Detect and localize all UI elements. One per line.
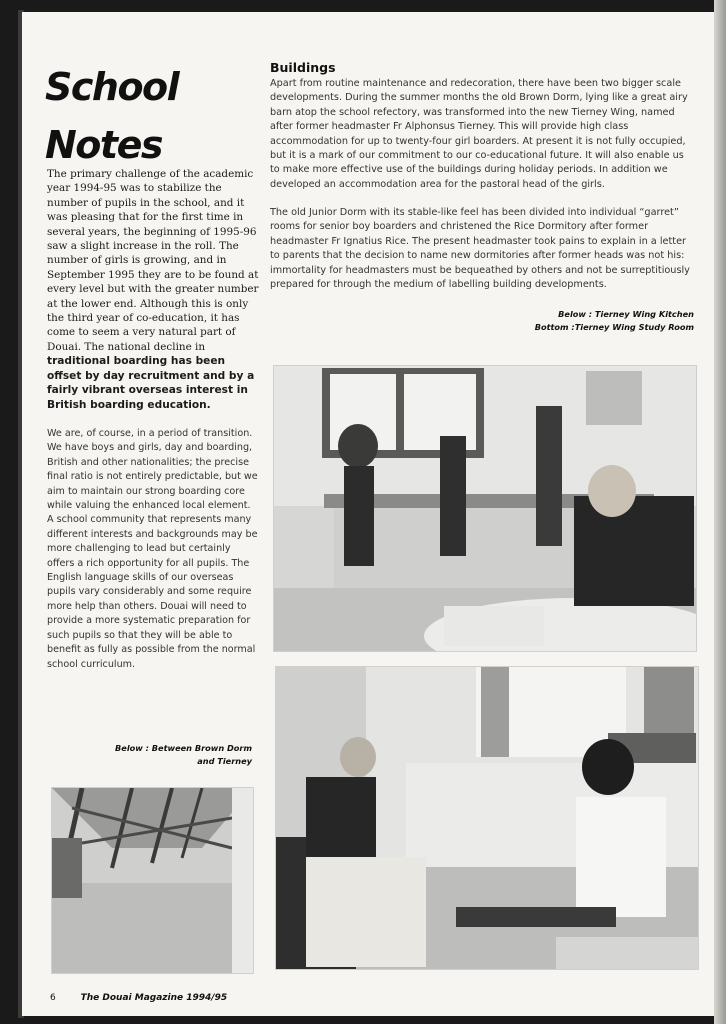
magazine-title: The Douai Magazine 1994/95: [80, 993, 228, 1003]
buildings-paragraph-2: The old Junior Dorm with its stable-like feel has been divided into individual “garret” rooms for senior boy boarders and christened the Rice Dormitory after former headmaster Fr Ignatius Rice. The present headmaster took pains to explain in a letter to parents that the decision to name new dormitories after former heads was not his: immortality for headmasters must be bequeathed by others and not be surreptitiously prepared for through the medium of labelling building developments.: [270, 207, 690, 291]
intro-text: The primary challenge of the academic year 1994-95 was to stabilize the number of pupils in the school, and it was pleasing that for the first time in several years, the beginning of 1995-96 saw a slight increase in the roll. The number of girls is growing, and in September 1995 they are to be found at every level but with the greater number at the lower end. Although this is only the third year of co-education, it has come to seem a very natural part of Douai. The national decline in: [47, 168, 259, 353]
page-title: [45, 58, 245, 174]
caption-study-room: Bottom :Tierney Wing Study Room: [534, 322, 694, 332]
buildings-heading: Buildings: [270, 60, 336, 75]
caption-brown-dorm: Below : Between Brown Dorm: [115, 743, 252, 753]
kitchen-photo: [273, 365, 697, 652]
title-line-2: Notes: [45, 123, 162, 167]
study-room-photo: [275, 666, 699, 970]
title-line-1: School: [45, 65, 179, 109]
buildings-paragraph-1: Apart from routine maintenance and redecoration, there have been two bigger scale developments. During the summer months the old Brown Dorm, lying like a great airy barn atop the school refectory, was transformed into the new Tierney Wing, named after former headmaster Fr Alphonsus Tierney. This will provide high class accommodation for up to twenty-four girl boarders. At present it is not fully occupied, but it is a mark of our commitment to our co-educational future. It will also enable us to make more effective use of the buildings during holiday periods. In addition we developed an accommodation area for the pastoral head of the girls.: [270, 78, 688, 190]
photo-caption-left: [60, 742, 252, 768]
page-number: 6: [50, 993, 56, 1003]
brown-dorm-photo: [51, 787, 254, 974]
caption-kitchen: Below : Tierney Wing Kitchen: [558, 309, 694, 319]
intro-bold-text: traditional boarding has been offset by day recruitment and by a fairly vibrant overseas interest in British boarding education.: [47, 355, 255, 411]
page-edge: [714, 0, 726, 1024]
page-footer: [50, 993, 227, 1003]
caption-tierney: and Tierney: [197, 756, 252, 766]
transition-paragraph: We are, of course, in a period of transition. We have boys and girls, day and boarding, British and other nationalities; the precise final ratio is not entirely predictable, but we aim to maintain our strong boarding core while valuing the enhanced local element. A school community that represents many different interests and backgrounds may be more challenging to lead but certainly offers a rich opportunity for all pupils. The English language skills of our overseas pupils vary considerably and some require more help than others. Douai will need to provide a more systematic preparation for such pupils so that they will be able to benefit as fully as possible from the normal school curriculum.: [47, 428, 258, 670]
intro-paragraph: [47, 167, 259, 412]
photo-captions-right: [480, 308, 694, 334]
